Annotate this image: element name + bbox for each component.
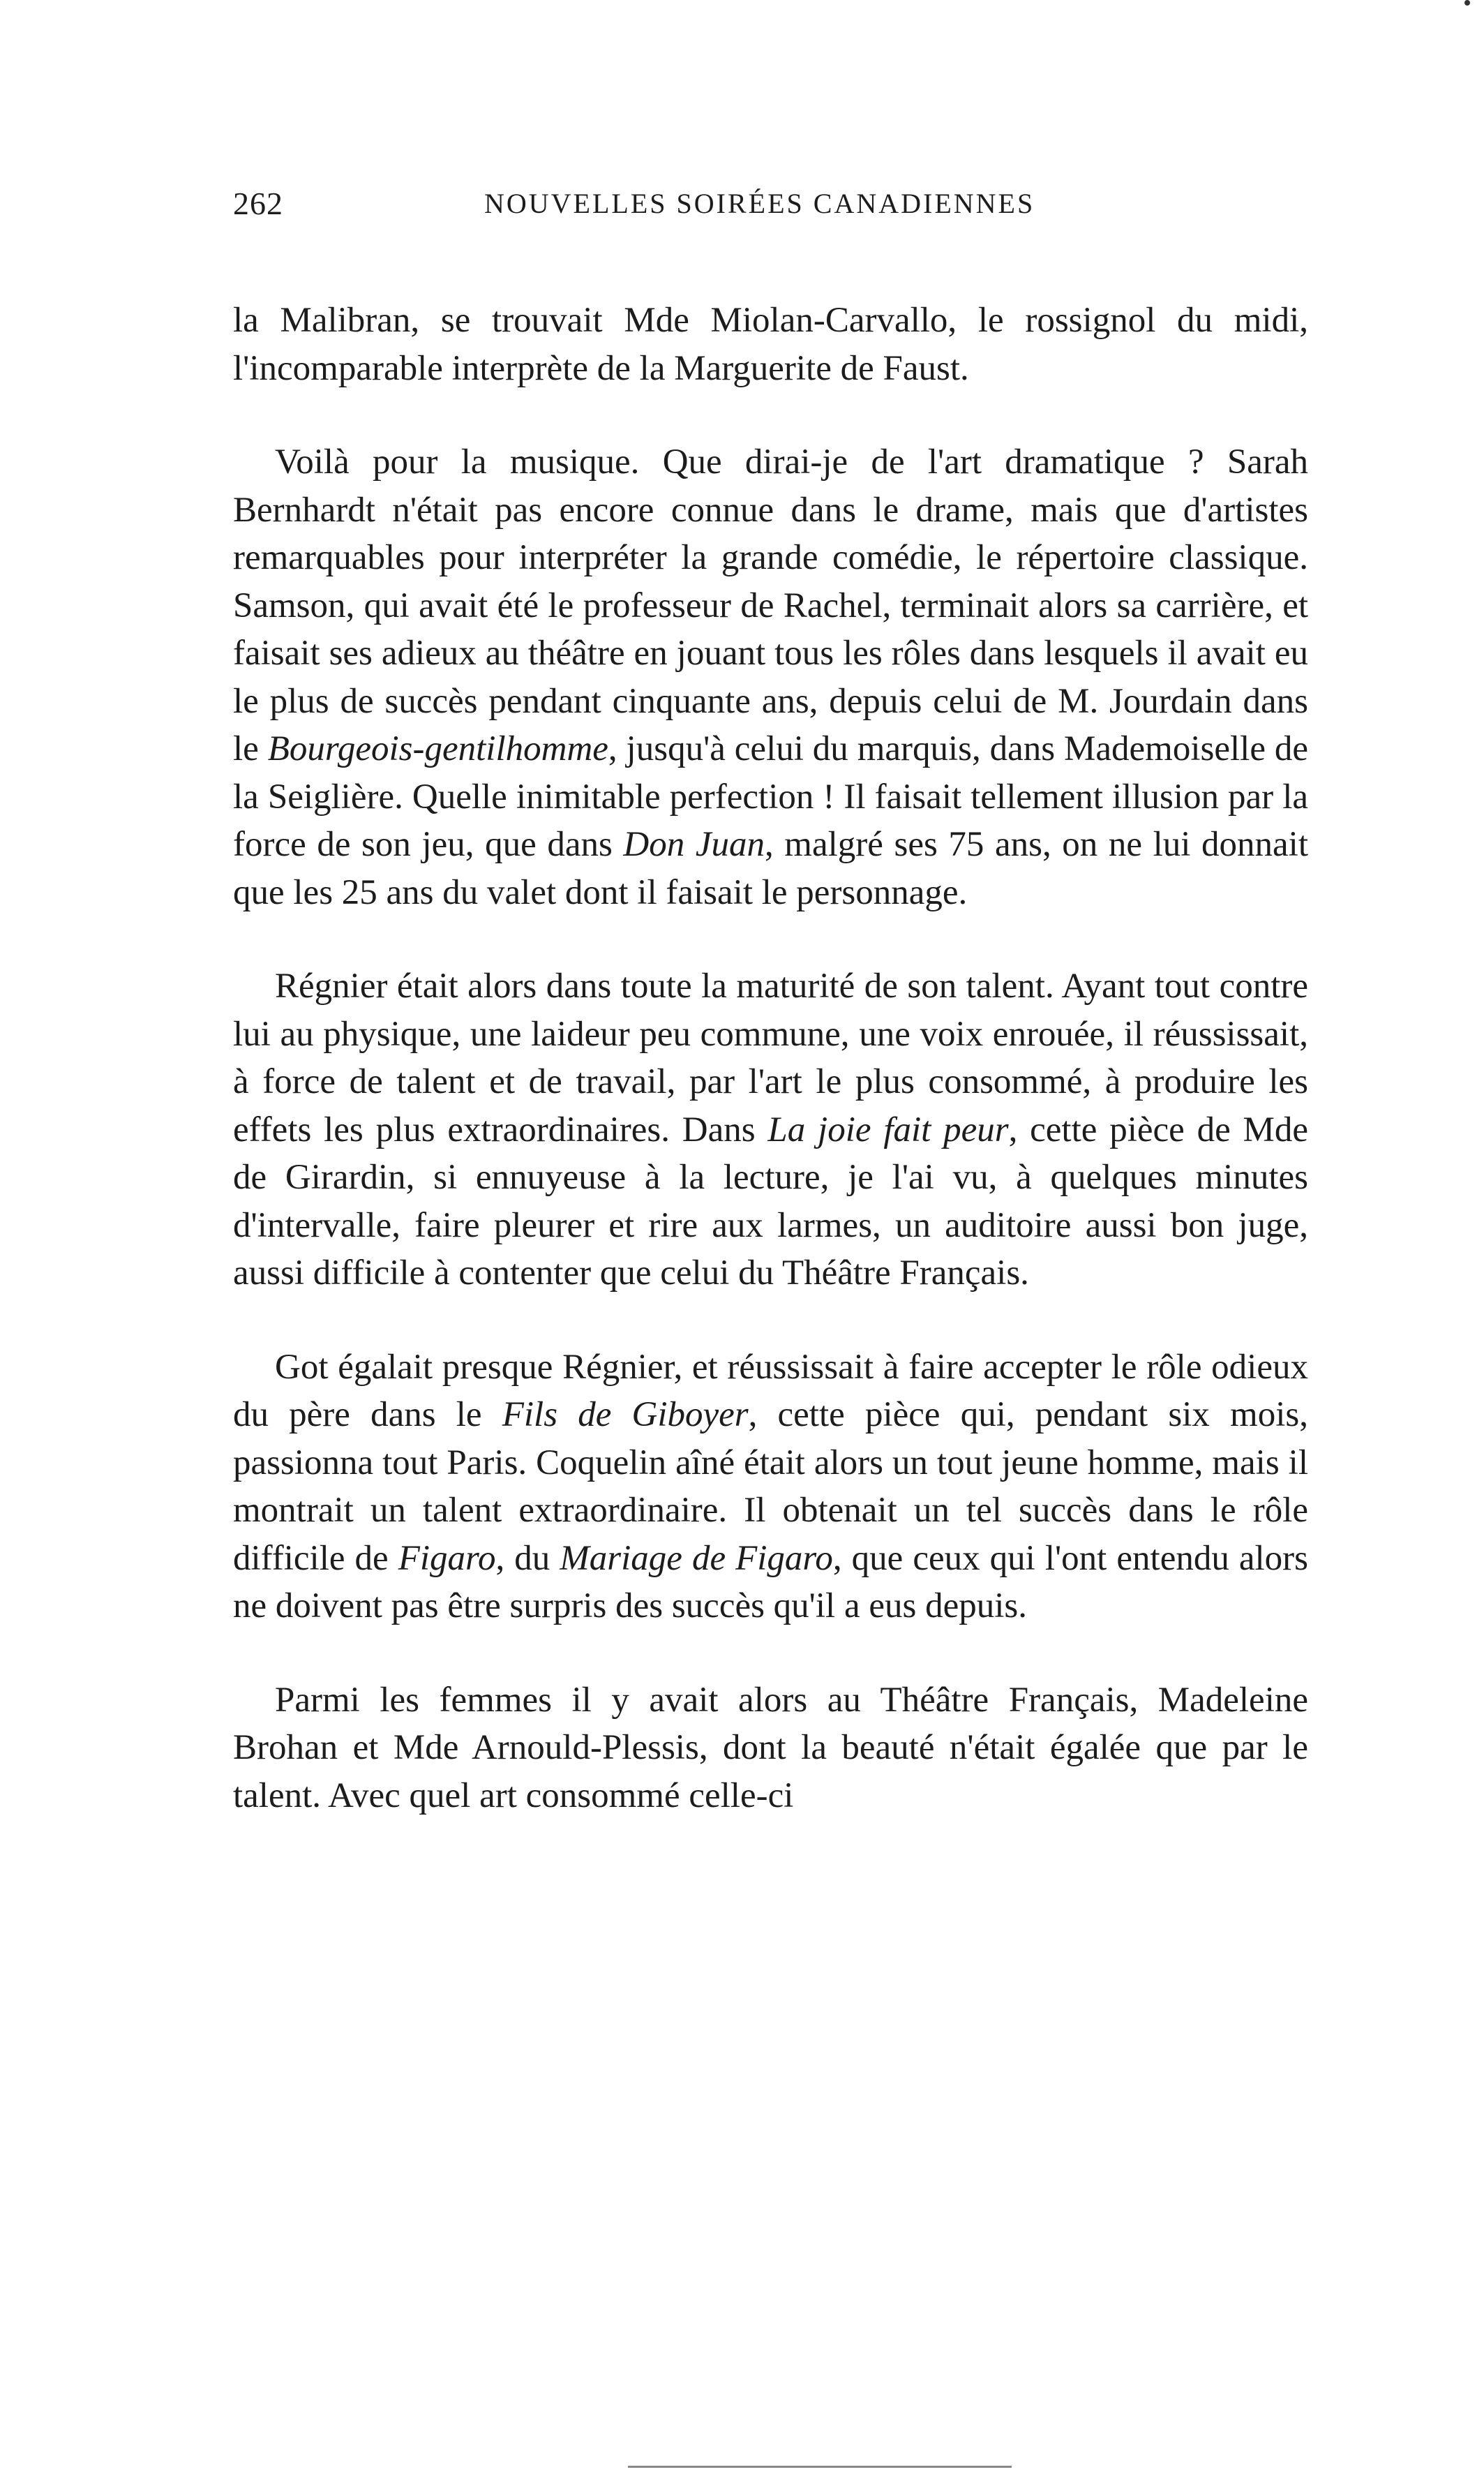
italic-title: Figaro bbox=[398, 1538, 496, 1578]
italic-title: La joie fait peur bbox=[767, 1110, 1009, 1149]
text-run: , cette pièce qui, pendant six mois, passionna tout Paris. Coquelin aîné était alors un tout jeune homme, mais il montrait un talent extraordinaire. Il obtenait un tel succès dans le rôle difficile de bbox=[233, 1395, 1308, 1578]
paragraph-4 bbox=[233, 1343, 1308, 1630]
text-run: Parmi les femmes il y avait alors au Théâtre Français, Madeleine Brohan et Mde Arnould-Plessis, dont la beauté n'était égalée que par le talent. Avec quel art consommé celle-ci bbox=[233, 1680, 1308, 1815]
page-number: 262 bbox=[233, 186, 283, 221]
running-title: NOUVELLES SOIRÉES CANADIENNES bbox=[484, 188, 1035, 219]
body-text bbox=[233, 297, 1308, 1819]
paragraph-3 bbox=[233, 962, 1308, 1297]
paragraph-1 bbox=[233, 297, 1308, 392]
page-bottom-rule bbox=[628, 2466, 1012, 2468]
text-run: Régnier était alors dans toute la maturité de son talent. Ayant tout contre lui au physique, une laideur peu commune, une voix enrouée, il réussissait, à force de talent et de travail, par l'art le plus consommé, à produire les effets les plus extraordinaires. Dans bbox=[233, 967, 1308, 1149]
text-run: , cette pièce de Mde de Girardin, si ennuyeuse à la lecture, je l'ai vu, à quelques minutes d'intervalle, faire pleurer et rire aux larmes, un auditoire aussi bon juge, aussi difficile à contenter que celui du Théâtre Français. bbox=[233, 1110, 1308, 1293]
italic-title: Don Juan bbox=[623, 825, 765, 864]
text-run: Got égalait presque Régnier, et réussissait à faire accepter le rôle odieux du père dans le bbox=[233, 1347, 1308, 1434]
paragraph-2 bbox=[233, 438, 1308, 916]
text-run: Voilà pour la musique. Que dirai-je de l'art dramatique ? Sarah Bernhardt n'était pas encore connue dans le drame, mais que d'artistes remarquables pour interpréter la grande comédie, le répertoire classique. Samson, qui avait été le professeur de Rachel, terminait alors sa carrière, et faisait ses adieux au théâtre en jouant tous les rôles dans lesquels il avait eu le plus de succès pendant cinquante ans, depuis celui de M. Jourdain dans le bbox=[233, 442, 1308, 768]
text-run: , du bbox=[495, 1538, 560, 1578]
text-run: , malgré ses 75 ans, on ne lui donnait que les 25 ans du valet dont il faisait le personnage. bbox=[233, 825, 1309, 912]
italic-title: Bourgeois-gentilhomme bbox=[267, 729, 608, 768]
margin-mark bbox=[1464, 0, 1470, 6]
italic-title: Fils de Giboyer bbox=[502, 1395, 749, 1434]
text-run: la Malibran, se trouvait Mde Miolan-Carvallo, le rossignol du midi, l'incomparable interprète de la Marguerite de Faust. bbox=[233, 301, 1308, 388]
text-run: , que ceux qui l'ont entendu alors ne doivent pas être surpris des succès qu'il a eus depuis. bbox=[233, 1538, 1308, 1625]
italic-title: Mariage de Figaro bbox=[560, 1538, 833, 1578]
page-header bbox=[233, 183, 1308, 225]
text-run: , jusqu'à celui du marquis, dans Mademoiselle de la Seiglière. Quelle inimitable perfection ! Il faisait tellement illusion par la force de son jeu, que dans bbox=[233, 729, 1309, 864]
paragraph-5 bbox=[233, 1676, 1308, 1820]
